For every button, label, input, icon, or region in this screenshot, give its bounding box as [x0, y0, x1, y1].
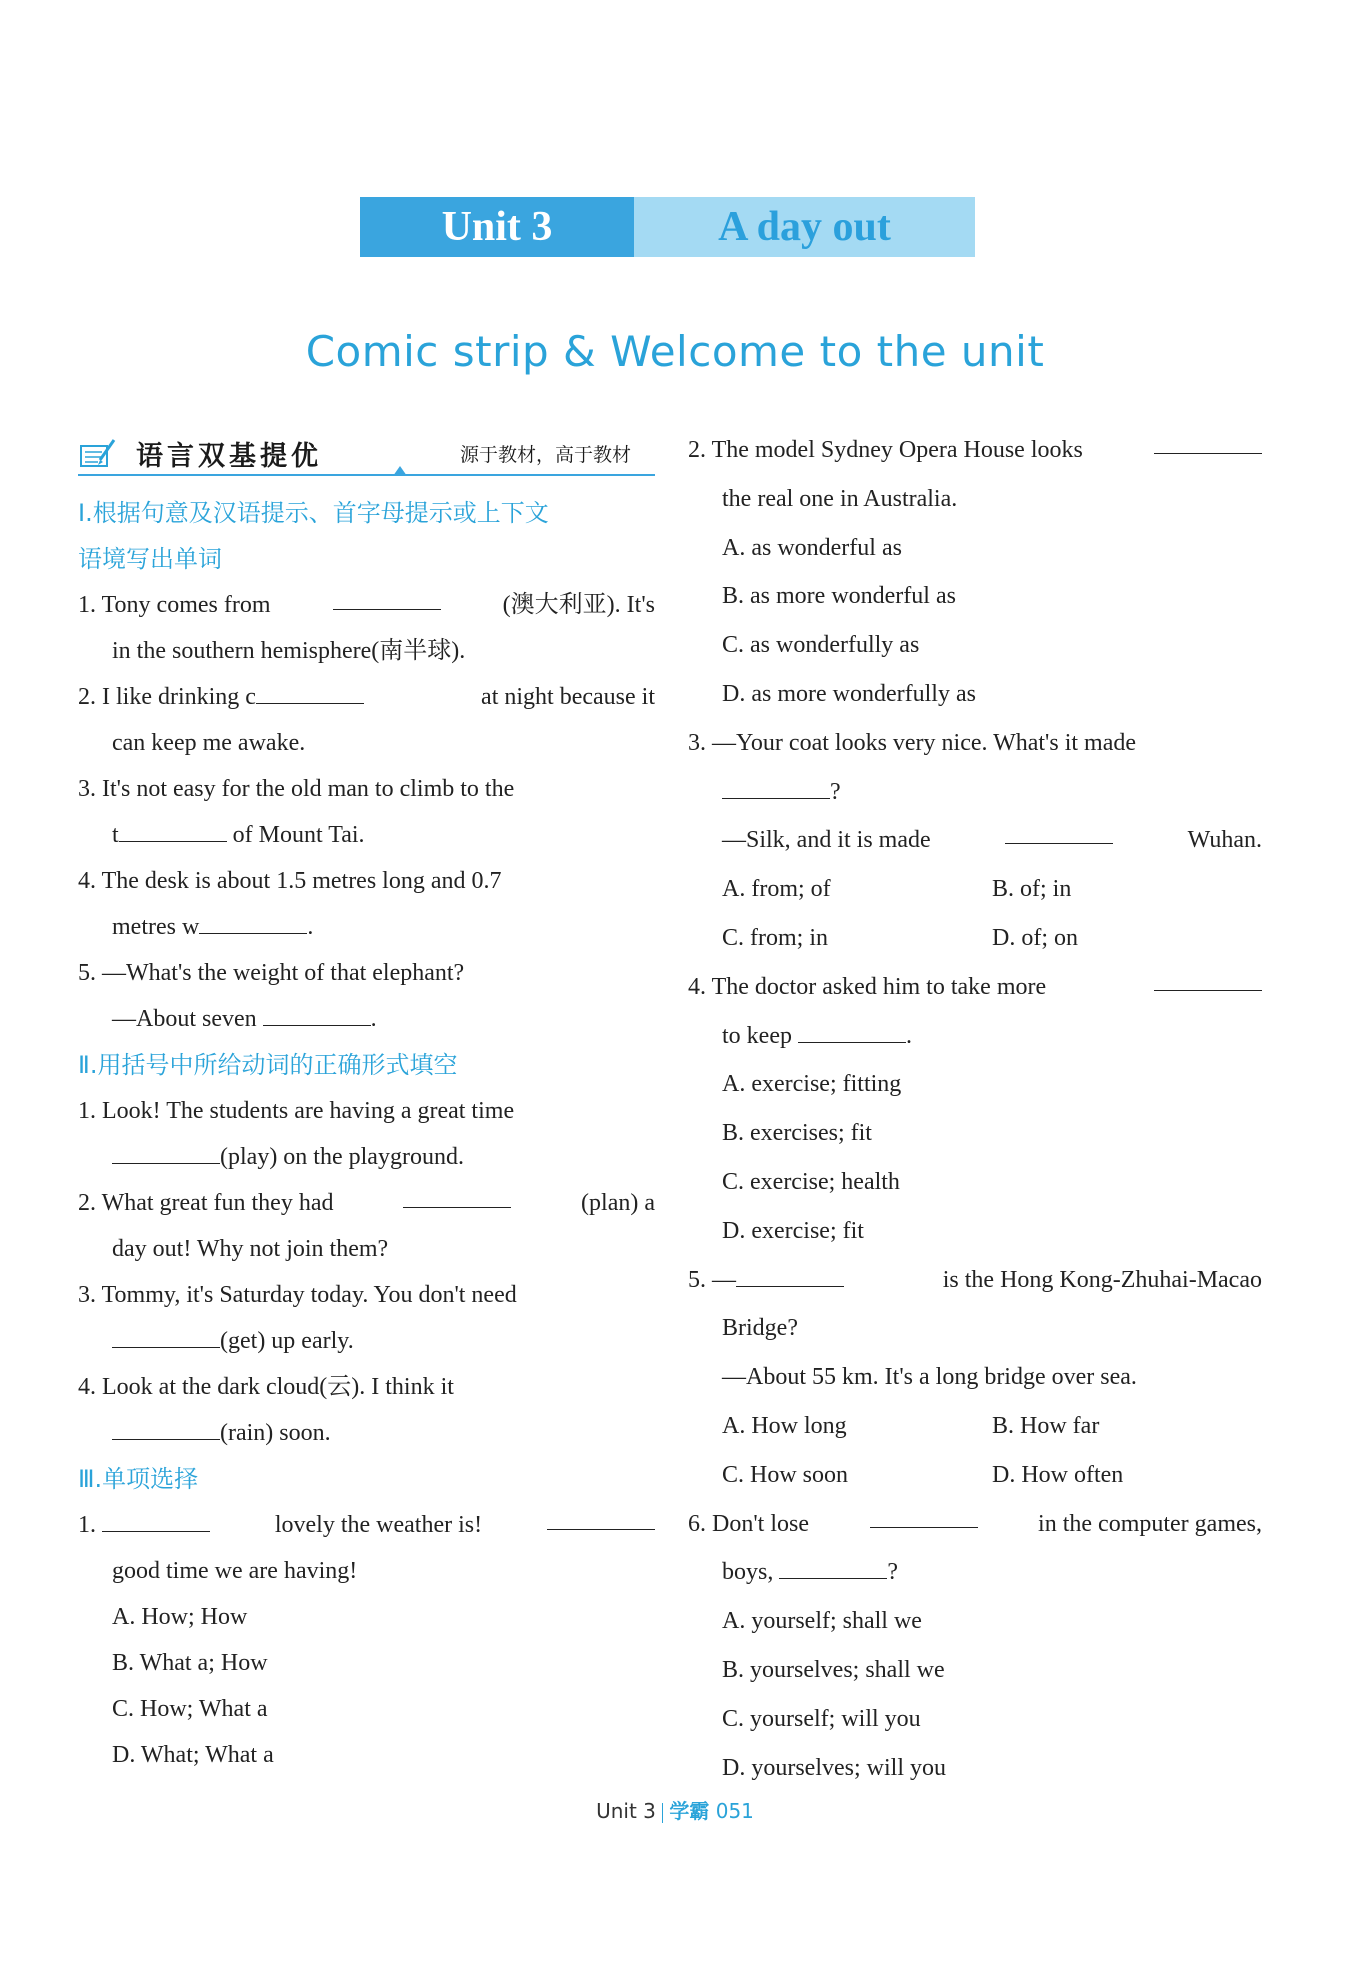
answer-blank[interactable]	[112, 1136, 220, 1164]
answer-blank[interactable]	[199, 906, 307, 934]
question: 2. I like drinking c at night because it	[78, 674, 655, 720]
page-number: 051	[715, 1799, 754, 1823]
answer-blank[interactable]	[798, 1015, 906, 1043]
question: 4. The doctor asked him to take more	[688, 963, 1262, 1012]
question-cont: the real one in Australia.	[722, 485, 958, 512]
question-cont: (play) on the playground.	[78, 1134, 655, 1180]
option[interactable]: D. What; What a	[112, 1742, 274, 1768]
answer-blank[interactable]	[112, 1320, 220, 1348]
question-cont: good time we are having!	[112, 1558, 358, 1584]
question: 3. It's not easy for the old man to climb to the	[78, 776, 515, 802]
part1-heading-cont: 语境写出单词	[78, 545, 222, 573]
option[interactable]: A. How long	[722, 1412, 847, 1439]
answer-blank[interactable]	[1154, 963, 1262, 991]
option[interactable]: B. of; in	[992, 876, 1072, 903]
question-cont: to keep .	[688, 1012, 1262, 1061]
option[interactable]: C. from; in	[722, 924, 828, 951]
option-row	[688, 865, 1262, 914]
option[interactable]: A. exercise; fitting	[722, 1071, 902, 1098]
question-cont: can keep me awake.	[112, 730, 306, 756]
option-row	[688, 1451, 1262, 1500]
question: 4. The desk is about 1.5 metres long and 0.7	[78, 868, 502, 894]
part2-heading: Ⅱ.用括号中所给动词的正确形式填空	[78, 1051, 458, 1079]
option[interactable]: A. How; How	[112, 1604, 248, 1630]
unit-banner	[360, 197, 975, 257]
answer-blank[interactable]	[263, 998, 371, 1026]
unit-title: A day out	[634, 197, 975, 257]
question-cont: —Silk, and it is made Wuhan.	[688, 816, 1262, 865]
question-cont: Bridge?	[722, 1315, 798, 1342]
section-title: 语言双基提优	[136, 440, 322, 472]
answer-blank[interactable]	[333, 582, 441, 610]
option[interactable]: D. as more wonderfully as	[722, 680, 976, 707]
option[interactable]: B. as more wonderful as	[722, 583, 956, 610]
option-row	[688, 1402, 1262, 1451]
part3-heading: Ⅲ.单项选择	[78, 1465, 199, 1493]
question: 1. Tony comes from (澳大利亚). It's	[78, 582, 655, 628]
lesson-subtitle: Comic strip & Welcome to the unit	[305, 327, 1045, 376]
question: 2. What great fun they had (plan) a	[78, 1180, 655, 1226]
answer-blank[interactable]	[1154, 426, 1262, 454]
question-cont: metres w .	[78, 904, 655, 950]
option[interactable]: A. from; of	[722, 876, 831, 903]
option[interactable]: B. yourselves; shall we	[722, 1656, 945, 1683]
option[interactable]: D. How often	[992, 1461, 1124, 1488]
question-cont: —About seven .	[78, 996, 655, 1042]
question: 5. — is the Hong Kong-Zhuhai-Macao	[688, 1256, 1262, 1305]
footer-unit: Unit 3	[596, 1799, 656, 1823]
answer-blank[interactable]	[403, 1180, 511, 1208]
option[interactable]: B. What a; How	[112, 1650, 268, 1676]
option[interactable]: C. How soon	[722, 1461, 849, 1488]
option[interactable]: C. exercise; health	[722, 1168, 900, 1195]
question: 3. —Your coat looks very nice. What's it made	[688, 729, 1137, 756]
option[interactable]: B. How far	[992, 1412, 1100, 1439]
answer-blank[interactable]	[736, 1259, 844, 1287]
option[interactable]: A. yourself; shall we	[722, 1608, 922, 1635]
question-cont: (get) up early.	[78, 1318, 655, 1364]
question: 2. The model Sydney Opera House looks	[688, 426, 1262, 475]
question-cont: day out! Why not join them?	[112, 1236, 389, 1262]
page-footer	[0, 1795, 1350, 1824]
left-column	[78, 432, 655, 1778]
option[interactable]: C. yourself; will you	[722, 1705, 921, 1732]
question: 1. lovely the weather is!	[78, 1502, 655, 1548]
answer-blank[interactable]	[256, 676, 364, 704]
right-column	[688, 426, 1262, 1792]
option[interactable]: D. exercise; fit	[722, 1217, 864, 1244]
answer-blank[interactable]	[870, 1500, 978, 1528]
question-cont: (rain) soon.	[78, 1410, 655, 1456]
question-cont: —About 55 km. It's a long bridge over sea.	[722, 1364, 1137, 1391]
footer-brand: 学霸	[669, 1799, 710, 1823]
question-cont: ?	[688, 768, 1262, 817]
option[interactable]: D. of; on	[992, 924, 1078, 951]
section-header	[78, 432, 655, 476]
unit-label: Unit 3	[360, 197, 634, 257]
answer-blank[interactable]	[102, 1504, 210, 1532]
notebook-pencil-icon	[78, 436, 118, 470]
question: 4. Look at the dark cloud(云). I think it	[78, 1374, 454, 1400]
question: 6. Don't lose in the computer games,	[688, 1500, 1262, 1549]
answer-blank[interactable]	[1005, 816, 1113, 844]
option[interactable]: B. exercises; fit	[722, 1120, 872, 1147]
question: 3. Tommy, it's Saturday today. You don't need	[78, 1282, 517, 1308]
option[interactable]: C. How; What a	[112, 1696, 268, 1722]
question-cont: in the southern hemisphere(南半球).	[112, 638, 466, 664]
option-row	[688, 914, 1262, 963]
answer-blank[interactable]	[119, 814, 227, 842]
section-note: 源于教材，高于教材	[459, 443, 631, 466]
question: 5. —What's the weight of that elephant?	[78, 960, 465, 986]
answer-blank[interactable]	[547, 1502, 655, 1530]
answer-blank[interactable]	[112, 1412, 220, 1440]
answer-blank[interactable]	[779, 1551, 887, 1579]
option[interactable]: C. as wonderfully as	[722, 632, 920, 659]
footer-divider	[662, 1803, 664, 1823]
header-marker	[393, 466, 407, 476]
option[interactable]: A. as wonderful as	[722, 534, 902, 561]
question-cont: boys, ?	[688, 1548, 1262, 1597]
part1-heading: Ⅰ.根据句意及汉语提示、首字母提示或上下文	[78, 499, 549, 527]
option[interactable]: D. yourselves; will you	[722, 1754, 946, 1781]
question: 1. Look! The students are having a great time	[78, 1098, 515, 1124]
question-cont: t of Mount Tai.	[78, 812, 655, 858]
answer-blank[interactable]	[722, 771, 830, 799]
